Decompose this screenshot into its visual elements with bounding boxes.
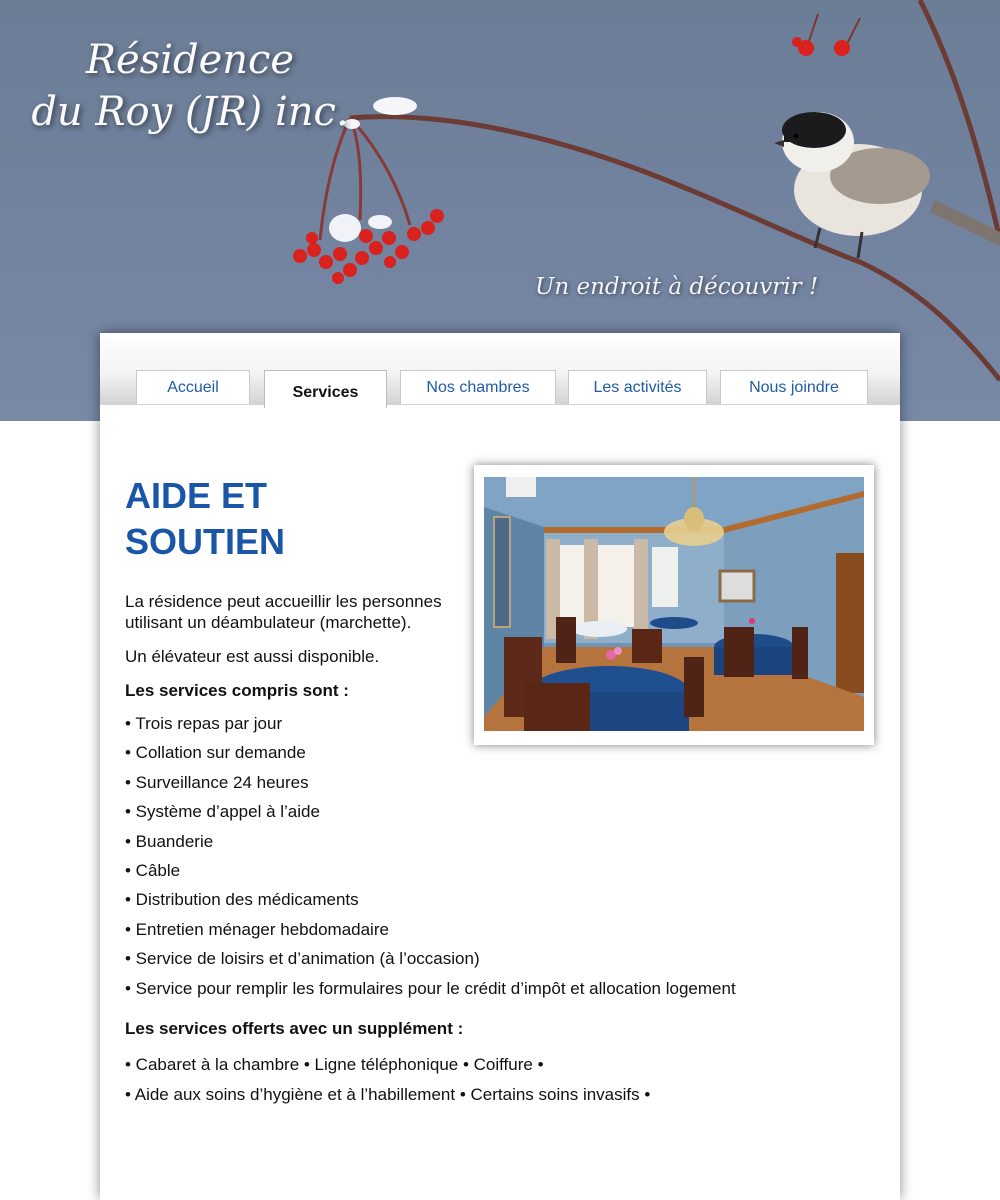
list-item: • Trois repas par jour (125, 714, 283, 733)
list-item: • Distribution des médicaments (125, 890, 359, 910)
list-item: • Entretien ménager hebdomadaire (125, 919, 389, 939)
tab-services[interactable]: Services (264, 370, 387, 408)
dining-room-image (484, 477, 864, 731)
tab-nous-joindre[interactable]: Nous joindre (720, 370, 868, 404)
brand-line-2: du Roy (JR) inc. (31, 89, 349, 135)
tab-accueil[interactable]: Accueil (136, 370, 250, 404)
page-title-line-1: AIDE ET (125, 475, 268, 516)
tagline: Un endroit à découvrir ! (535, 274, 819, 300)
extra-services-line-2: • Aide aux soins d’hygiène et à l’habillement • Certains soins invasifs • (125, 1085, 651, 1104)
brand-line-1: Résidence (85, 37, 295, 83)
dining-room-photo (474, 465, 874, 745)
content-panel (100, 333, 900, 1200)
intro-paragraph: La résidence peut accueillir les personnes utilisant un déambulateur (marchette). (125, 592, 442, 632)
main-nav (100, 333, 900, 405)
list-item: • Service de loisirs et d’animation (à l’occasion) (125, 949, 480, 969)
extra-services-line-1: • Cabaret à la chambre • Ligne téléphonique • Coiffure • (125, 1055, 544, 1074)
tab-nos-chambres[interactable]: Nos chambres (400, 370, 556, 404)
page-title-line-2: SOUTIEN (125, 521, 286, 562)
list-item: • Surveillance 24 heures (125, 772, 309, 792)
tab-les-activites[interactable]: Les activités (568, 370, 707, 404)
list-item: • Système d’appel à l’aide (125, 802, 320, 822)
included-services-heading: Les services compris sont : (125, 681, 349, 700)
site-logo-text[interactable] (30, 34, 350, 138)
list-item: • Buanderie (125, 831, 214, 851)
list-item: • Câble (125, 861, 181, 881)
extra-services-heading: Les services offerts avec un supplément : (125, 1019, 464, 1038)
elevator-paragraph: Un élévateur est aussi disponible. (125, 647, 380, 666)
list-item: • Collation sur demande (125, 743, 306, 763)
included-services-list (125, 709, 805, 1003)
list-item: • Service pour remplir les formulaires pour le crédit d’impôt et allocation logement (125, 978, 736, 998)
